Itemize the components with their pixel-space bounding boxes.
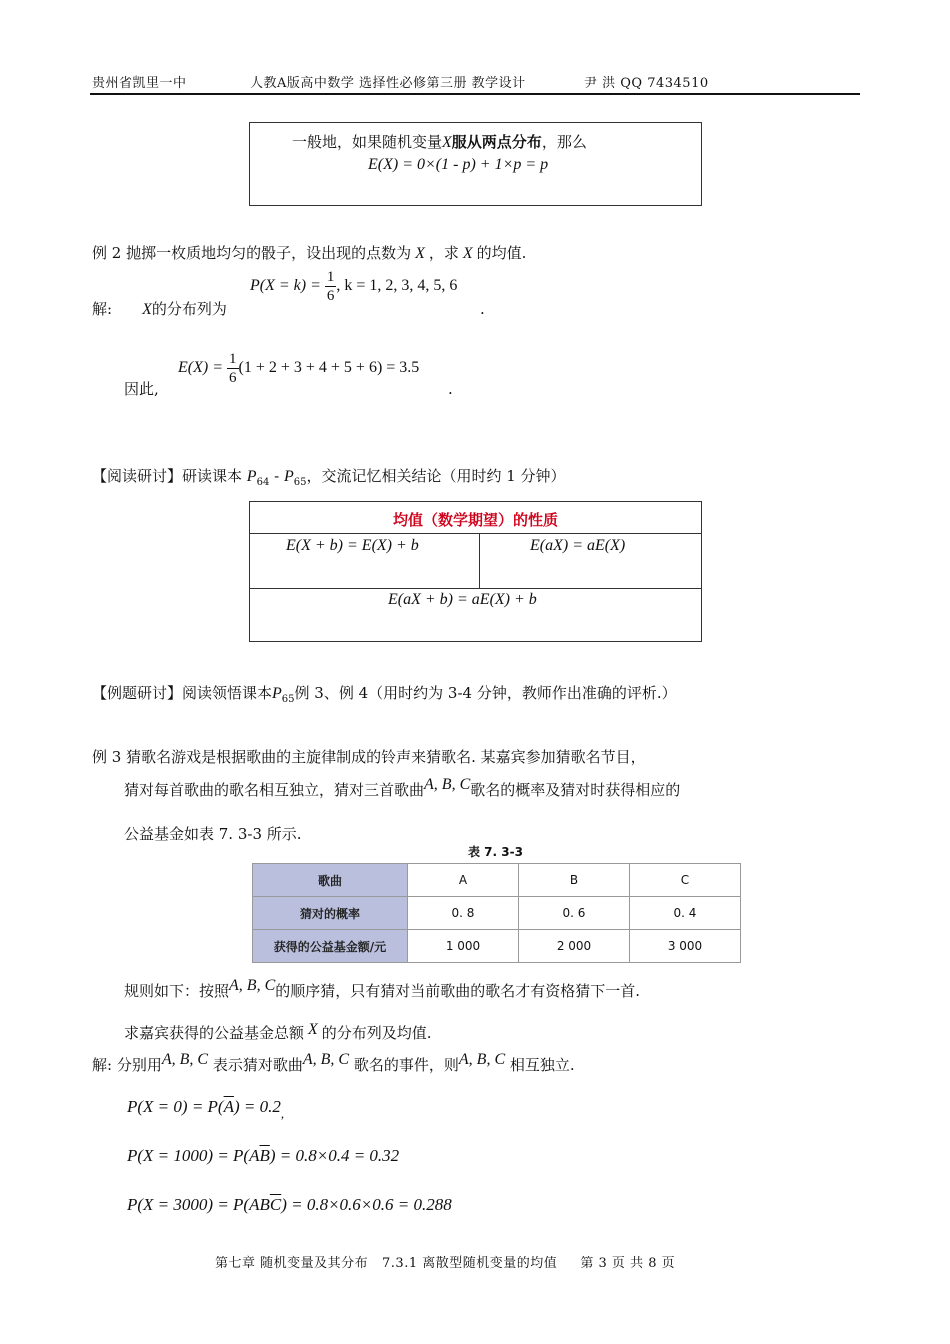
period: . xyxy=(480,300,485,318)
divider xyxy=(250,588,701,589)
example2-solution-label: 解: X的分布列为 xyxy=(92,300,227,318)
example3-line1: 例 3 猜歌名游戏是根据歌曲的主旋律制成的铃声来猜歌名. 某嘉宾参加猜歌名节目， xyxy=(92,748,646,766)
table-header-cell: A xyxy=(408,864,519,897)
two-point-formula: E(X) = 0×(1 - p) + 1×p = p xyxy=(368,156,549,173)
hence-label: 因此, xyxy=(124,380,159,398)
example3-rule: 规则如下：按照A, B, C的顺序猜，只有猜对当前歌曲的歌名才有资格猜下一首. xyxy=(124,977,641,1000)
reading-instruction: 【阅读研讨】研读课本 $P_{64} - P_{65}$，交流记忆相关结论（用时约 1 分钟） xyxy=(92,467,566,488)
property-table xyxy=(249,501,702,642)
table-row xyxy=(253,864,741,897)
example3-ask: 求嘉宾获得的公益基金总额 X 的分布列及均值. xyxy=(124,1021,432,1042)
example3-solution: 解: 分别用A, B, C 表示猜对歌曲A, B, C 歌名的事件，则A, B, C 相互独立. xyxy=(92,1051,575,1074)
table-cell: 3 000 xyxy=(630,930,741,963)
table-header-cell: B xyxy=(519,864,630,897)
table-cell: 0. 8 xyxy=(408,897,519,930)
header-school: 贵州省凯里一中 xyxy=(92,76,187,91)
property-additive: E(X + b) = E(X) + b xyxy=(286,537,419,554)
example-study-instruction: 【例题研讨】阅读领悟课本$P_{65}$例 3、例 4（用时约为 3-4 分钟，教师作出准确的评析.） xyxy=(92,684,677,705)
table-row xyxy=(253,897,741,930)
equation-p3000: $P(X = 3000) = P(AB\overline{C}) = 0.8\times 0.6\times 0.6 = 0.288$ xyxy=(127,1195,452,1214)
divider xyxy=(479,533,480,588)
two-point-intro: 一般地，如果随机变量X服从两点分布，那么 xyxy=(292,133,587,151)
table-cell: 获得的公益基金额/元 xyxy=(253,930,408,963)
table-cell: 1 000 xyxy=(408,930,519,963)
example2-distribution: P(X = k) = $\frac{1}{6}$ , k = 1, 2, 3, 4, 5, 6 xyxy=(250,269,458,304)
table-header-cell: 歌曲 xyxy=(253,864,408,897)
fraction-one-sixth: $\frac{1}{6}$ xyxy=(229,351,237,386)
example3-line3: 公益基金如表 7. 3-3 所示. xyxy=(124,825,302,843)
example3-line2: 猜对每首歌曲的歌名相互独立，猜对三首歌曲A, B, C歌名的概率及猜对时获得相应的 xyxy=(124,776,681,799)
example2-mean: E(X) = $\frac{1}{6}$ (1 + 2 + 3 + 4 + 5 + 6) = 3.5 xyxy=(178,351,420,386)
equation-p0: $P(X = 0) = P(\overline{A}) = 0.2_,$ xyxy=(127,1097,285,1121)
song-table xyxy=(252,863,741,963)
property-scalar: E(aX) = aE(X) xyxy=(530,537,626,554)
example2-question: 例 2 抛掷一枚质地均匀的骰子，设出现的点数为 X ，求 X 的均值. xyxy=(92,244,527,262)
two-point-box xyxy=(249,122,702,206)
fraction-one-sixth: $\frac{1}{6}$ xyxy=(326,269,335,304)
table-cell: 0. 6 xyxy=(519,897,630,930)
equation-p1000: $P(X = 1000) = P(A\overline{B}) = 0.8\times 0.4 = 0.32$ xyxy=(127,1146,400,1165)
table-cell: 2 000 xyxy=(519,930,630,963)
table-cell: 猜对的概率 xyxy=(253,897,408,930)
period: . xyxy=(448,380,453,398)
property-title: 均值（数学期望）的性质 xyxy=(392,511,558,529)
page-footer: 第七章 随机变量及其分布 7.3.1 离散型随机变量的均值 第 3 页 共 8 页 xyxy=(215,1256,676,1271)
table-header-cell: C xyxy=(630,864,741,897)
header-rule xyxy=(90,93,860,95)
table-row xyxy=(253,930,741,963)
table-cell: 0. 4 xyxy=(630,897,741,930)
header-author: 尹 洪 QQ 7434510 xyxy=(584,76,709,91)
table-caption: 表 7. 3-3 xyxy=(468,845,523,859)
divider xyxy=(250,533,701,534)
property-linear: E(aX + b) = aE(X) + b xyxy=(388,591,537,608)
header-book: 人教A版高中数学 选择性必修第三册 教学设计 xyxy=(250,76,526,91)
